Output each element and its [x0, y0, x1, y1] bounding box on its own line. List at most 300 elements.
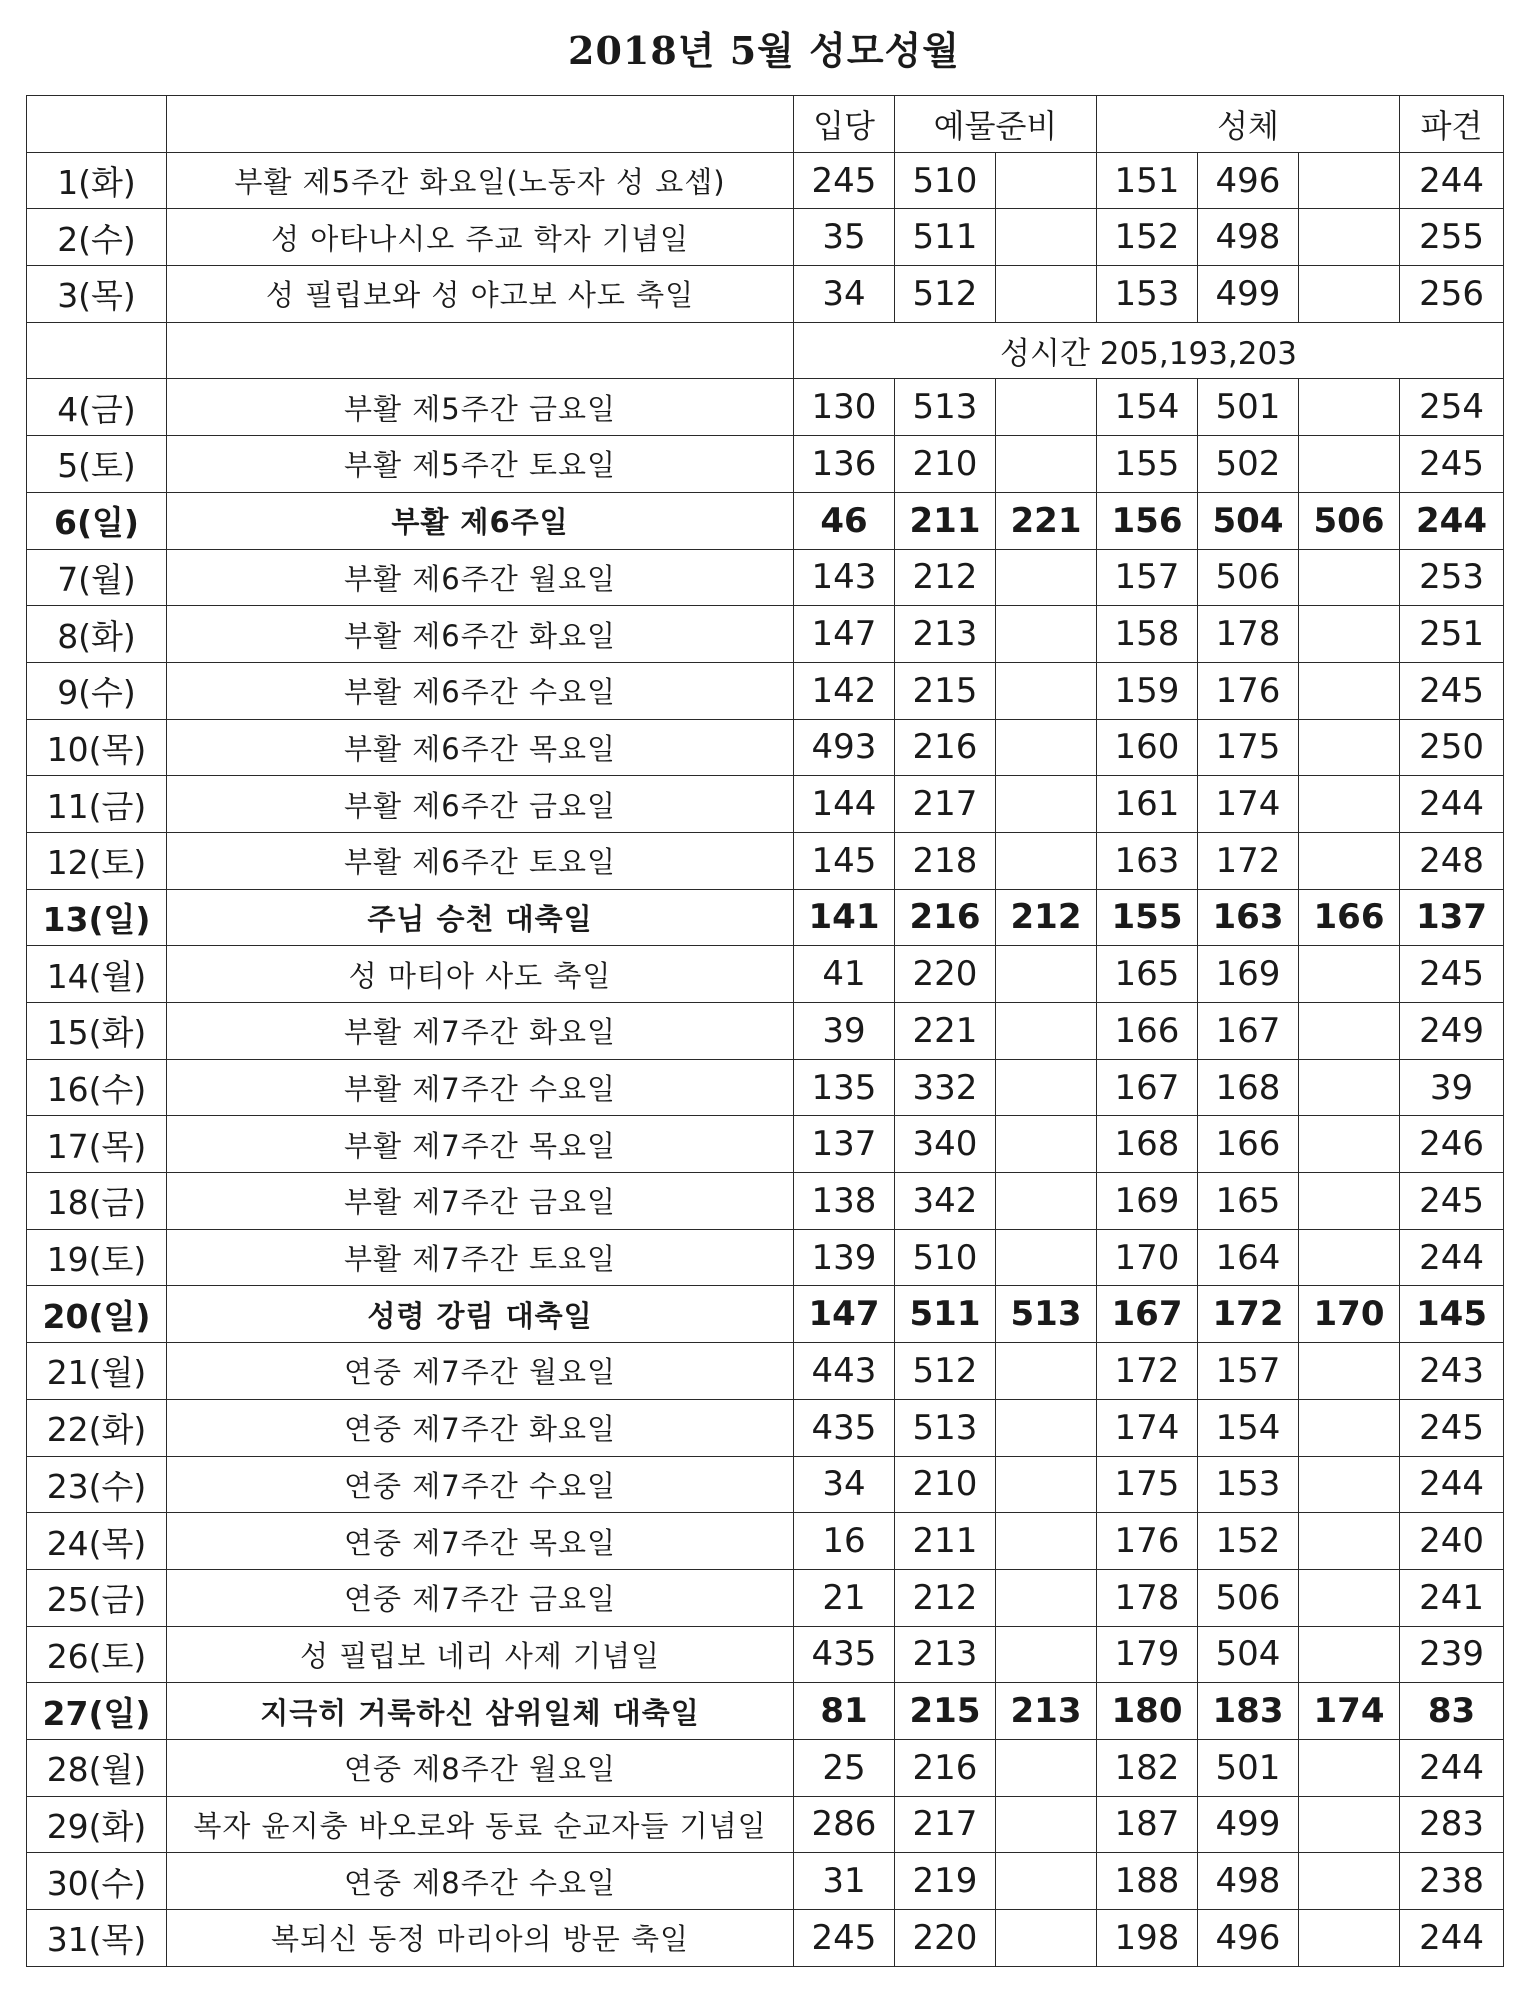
cell-yemul1: 216	[895, 1739, 996, 1796]
cell-yemul1: 513	[895, 379, 996, 436]
cell-ipdang: 138	[794, 1173, 895, 1230]
cell-ipdang: 245	[794, 1910, 895, 1967]
cell-seong3	[1299, 379, 1400, 436]
cell-pagyeon: 241	[1400, 1569, 1504, 1626]
cell-feast: 연중 제7주간 화요일	[167, 1399, 794, 1456]
table-row	[27, 379, 1504, 436]
cell-feast: 부활 제6주간 월요일	[167, 549, 794, 606]
cell-pagyeon: 244	[1400, 1910, 1504, 1967]
cell-day: 28(월)	[27, 1739, 167, 1796]
table-row	[27, 889, 1504, 946]
table-row	[27, 1456, 1504, 1513]
table-row	[27, 1796, 1504, 1853]
header-ipdang: 입당	[794, 96, 895, 153]
cell-yemul2	[996, 1003, 1097, 1060]
cell-pagyeon: 239	[1400, 1626, 1504, 1683]
cell-seong2: 498	[1198, 1853, 1299, 1910]
cell-yemul1: 213	[895, 606, 996, 663]
cell-seong3	[1299, 1853, 1400, 1910]
cell-yemul2	[996, 1513, 1097, 1570]
table-row	[27, 1399, 1504, 1456]
cell-yemul1: 216	[895, 719, 996, 776]
table-row	[27, 1910, 1504, 1967]
cell-yemul1: 511	[895, 209, 996, 266]
cell-seong1: 167	[1097, 1286, 1198, 1343]
cell-seong1: 179	[1097, 1626, 1198, 1683]
table-row	[27, 719, 1504, 776]
cell-seong3	[1299, 152, 1400, 209]
cell-day: 18(금)	[27, 1173, 167, 1230]
cell-day: 19(토)	[27, 1229, 167, 1286]
cell-seong2: 153	[1198, 1456, 1299, 1513]
cell-seong2: 169	[1198, 946, 1299, 1003]
cell-seong3	[1299, 1739, 1400, 1796]
table-row	[27, 1569, 1504, 1626]
cell-seong3	[1299, 1626, 1400, 1683]
cell-day: 31(목)	[27, 1910, 167, 1967]
cell-ipdang: 136	[794, 436, 895, 493]
cell-day: 20(일)	[27, 1286, 167, 1343]
cell-yemul1: 213	[895, 1626, 996, 1683]
header-day-cell	[27, 96, 167, 153]
cell-yemul1: 512	[895, 266, 996, 323]
cell-ipdang: 46	[794, 492, 895, 549]
cell-seong3	[1299, 1173, 1400, 1230]
cell-ipdang: 245	[794, 152, 895, 209]
cell-pagyeon: 243	[1400, 1343, 1504, 1400]
cell-seong2: 172	[1198, 832, 1299, 889]
page-title: 2018년 5월 성모성월	[568, 28, 960, 73]
cell-yemul1: 513	[895, 1399, 996, 1456]
cell-feast: 부활 제6주일	[167, 492, 794, 549]
cell-seong1: 155	[1097, 436, 1198, 493]
table-row	[27, 1853, 1504, 1910]
cell-seong1: 174	[1097, 1399, 1198, 1456]
table-row	[27, 1116, 1504, 1173]
cell-feast: 성 필립보와 성 야고보 사도 축일	[167, 266, 794, 323]
cell-seong1: 168	[1097, 1116, 1198, 1173]
header-feast-cell	[167, 96, 794, 153]
cell-seong3	[1299, 1796, 1400, 1853]
cell-feast: 부활 제6주간 토요일	[167, 832, 794, 889]
cell-yemul2	[996, 209, 1097, 266]
cell-pagyeon: 253	[1400, 549, 1504, 606]
cell-yemul1: 210	[895, 436, 996, 493]
cell-pagyeon: 255	[1400, 209, 1504, 266]
cell-seong1: 166	[1097, 1003, 1198, 1060]
table-row	[27, 1343, 1504, 1400]
cell-seong3	[1299, 1343, 1400, 1400]
cell-yemul2	[996, 1626, 1097, 1683]
cell-yemul2	[996, 1796, 1097, 1853]
cell-seong2: 501	[1198, 379, 1299, 436]
cell-seong3	[1299, 832, 1400, 889]
cell-pagyeon: 249	[1400, 1003, 1504, 1060]
cell-seong1: 198	[1097, 1910, 1198, 1967]
cell-pagyeon: 245	[1400, 436, 1504, 493]
cell-seong3	[1299, 1456, 1400, 1513]
cell-ipdang: 41	[794, 946, 895, 1003]
table-row	[27, 832, 1504, 889]
cell-yemul2	[996, 1399, 1097, 1456]
cell-pagyeon: 137	[1400, 889, 1504, 946]
table-row	[27, 436, 1504, 493]
cell-seong1: 155	[1097, 889, 1198, 946]
cell-yemul1: 212	[895, 549, 996, 606]
cell-seong3	[1299, 1059, 1400, 1116]
cell-feast: 부활 제7주간 토요일	[167, 1229, 794, 1286]
cell-yemul2	[996, 1173, 1097, 1230]
cell-seong1: 187	[1097, 1796, 1198, 1853]
cell-yemul1: 332	[895, 1059, 996, 1116]
cell-feast: 연중 제7주간 월요일	[167, 1343, 794, 1400]
cell-seong1: 172	[1097, 1343, 1198, 1400]
cell-seong1: 161	[1097, 776, 1198, 833]
cell-feast: 부활 제6주간 화요일	[167, 606, 794, 663]
cell-pagyeon: 251	[1400, 606, 1504, 663]
cell-ipdang: 493	[794, 719, 895, 776]
cell-seong1: 157	[1097, 549, 1198, 606]
cell-yemul2: 513	[996, 1286, 1097, 1343]
cell-ipdang: 137	[794, 1116, 895, 1173]
cell-pagyeon: 145	[1400, 1286, 1504, 1343]
cell-yemul1: 211	[895, 1513, 996, 1570]
table-row	[27, 1229, 1504, 1286]
cell-feast: 부활 제7주간 금요일	[167, 1173, 794, 1230]
cell-feast: 성 필립보 네리 사제 기념일	[167, 1626, 794, 1683]
cell-seong3	[1299, 1229, 1400, 1286]
cell-feast: 연중 제7주간 목요일	[167, 1513, 794, 1570]
cell-feast: 부활 제5주간 토요일	[167, 436, 794, 493]
cell-seong1: 176	[1097, 1513, 1198, 1570]
cell-feast: 부활 제7주간 화요일	[167, 1003, 794, 1060]
cell-yemul2	[996, 832, 1097, 889]
cell-yemul1: 218	[895, 832, 996, 889]
table-row	[27, 1173, 1504, 1230]
table-row	[27, 776, 1504, 833]
cell-pagyeon: 245	[1400, 946, 1504, 1003]
cell-day: 6(일)	[27, 492, 167, 549]
cell-seong2: 174	[1198, 776, 1299, 833]
cell-seong3	[1299, 1399, 1400, 1456]
cell-day: 5(토)	[27, 436, 167, 493]
table-row	[27, 946, 1504, 1003]
cell-ipdang: 286	[794, 1796, 895, 1853]
cell-seong2: 163	[1198, 889, 1299, 946]
cell-ipdang: 145	[794, 832, 895, 889]
header-yemul: 예물준비	[895, 96, 1097, 153]
cell-seong2: 506	[1198, 549, 1299, 606]
cell-seong3	[1299, 1569, 1400, 1626]
cell-feast: 복자 윤지충 바오로와 동료 순교자들 기념일	[167, 1796, 794, 1853]
cell-day: 29(화)	[27, 1796, 167, 1853]
cell-feast: 부활 제7주간 수요일	[167, 1059, 794, 1116]
cell-ipdang: 147	[794, 606, 895, 663]
table-row	[27, 1739, 1504, 1796]
cell-pagyeon: 244	[1400, 1739, 1504, 1796]
header-pagyeon: 파견	[1400, 96, 1504, 153]
cell-ipdang: 435	[794, 1399, 895, 1456]
cell-ipdang: 142	[794, 662, 895, 719]
cell-seong1: 188	[1097, 1853, 1198, 1910]
table-row	[27, 662, 1504, 719]
cell-seong1: 160	[1097, 719, 1198, 776]
schedule-table	[26, 95, 1504, 1967]
cell-yemul2	[996, 152, 1097, 209]
cell-day: 15(화)	[27, 1003, 167, 1060]
table-row	[27, 152, 1504, 209]
cell-seong3	[1299, 549, 1400, 606]
cell-feast: 부활 제7주간 목요일	[167, 1116, 794, 1173]
cell-seong2: 167	[1198, 1003, 1299, 1060]
table-row	[27, 209, 1504, 266]
table-row	[27, 1003, 1504, 1060]
table-row	[27, 1626, 1504, 1683]
cell-day: 13(일)	[27, 889, 167, 946]
table-row	[27, 606, 1504, 663]
cell-day: 24(목)	[27, 1513, 167, 1570]
cell-seong1: 167	[1097, 1059, 1198, 1116]
cell-day: 14(월)	[27, 946, 167, 1003]
cell-ipdang: 34	[794, 1456, 895, 1513]
cell-seong2: 183	[1198, 1683, 1299, 1740]
cell-ipdang: 144	[794, 776, 895, 833]
cell-pagyeon: 250	[1400, 719, 1504, 776]
cell-day: 23(수)	[27, 1456, 167, 1513]
cell-seong2: 504	[1198, 492, 1299, 549]
cell-ipdang: 435	[794, 1626, 895, 1683]
table-row	[27, 1513, 1504, 1570]
header-row	[27, 96, 1504, 153]
cell-day: 30(수)	[27, 1853, 167, 1910]
cell-pagyeon: 244	[1400, 776, 1504, 833]
cell-seong2: 502	[1198, 436, 1299, 493]
note-day-cell	[27, 322, 167, 379]
cell-ipdang: 35	[794, 209, 895, 266]
cell-ipdang: 39	[794, 1003, 895, 1060]
cell-seong3: 170	[1299, 1286, 1400, 1343]
cell-yemul1: 217	[895, 1796, 996, 1853]
cell-seong3	[1299, 606, 1400, 663]
cell-ipdang: 143	[794, 549, 895, 606]
cell-yemul2: 221	[996, 492, 1097, 549]
cell-pagyeon: 244	[1400, 1456, 1504, 1513]
cell-yemul1: 219	[895, 1853, 996, 1910]
cell-yemul2	[996, 1569, 1097, 1626]
cell-seong3	[1299, 1003, 1400, 1060]
cell-yemul1: 220	[895, 946, 996, 1003]
cell-feast: 성 아타나시오 주교 학자 기념일	[167, 209, 794, 266]
cell-feast: 연중 제7주간 수요일	[167, 1456, 794, 1513]
cell-feast: 부활 제6주간 수요일	[167, 662, 794, 719]
cell-day: 11(금)	[27, 776, 167, 833]
cell-ipdang: 141	[794, 889, 895, 946]
cell-feast: 부활 제6주간 금요일	[167, 776, 794, 833]
cell-day: 27(일)	[27, 1683, 167, 1740]
cell-pagyeon: 240	[1400, 1513, 1504, 1570]
cell-yemul2	[996, 379, 1097, 436]
cell-day: 7(월)	[27, 549, 167, 606]
cell-seong2: 496	[1198, 152, 1299, 209]
cell-feast: 성 마티아 사도 축일	[167, 946, 794, 1003]
cell-pagyeon: 254	[1400, 379, 1504, 436]
cell-yemul1: 511	[895, 1286, 996, 1343]
table-row	[27, 266, 1504, 323]
cell-yemul2: 213	[996, 1683, 1097, 1740]
cell-seong3	[1299, 662, 1400, 719]
cell-seong2: 166	[1198, 1116, 1299, 1173]
cell-feast: 연중 제8주간 수요일	[167, 1853, 794, 1910]
cell-seong2: 157	[1198, 1343, 1299, 1400]
cell-seong1: 165	[1097, 946, 1198, 1003]
cell-yemul1: 216	[895, 889, 996, 946]
cell-yemul1: 211	[895, 492, 996, 549]
cell-yemul2	[996, 1910, 1097, 1967]
cell-day: 4(금)	[27, 379, 167, 436]
cell-yemul1: 510	[895, 1229, 996, 1286]
cell-pagyeon: 248	[1400, 832, 1504, 889]
cell-ipdang: 147	[794, 1286, 895, 1343]
header-seongche: 성체	[1097, 96, 1400, 153]
cell-seong3	[1299, 436, 1400, 493]
cell-day: 12(토)	[27, 832, 167, 889]
cell-seong1: 152	[1097, 209, 1198, 266]
cell-seong2: 175	[1198, 719, 1299, 776]
cell-feast: 연중 제7주간 금요일	[167, 1569, 794, 1626]
cell-yemul2	[996, 1059, 1097, 1116]
cell-feast: 지극히 거룩하신 삼위일체 대축일	[167, 1683, 794, 1740]
cell-day: 22(화)	[27, 1399, 167, 1456]
cell-seong2: 165	[1198, 1173, 1299, 1230]
cell-seong1: 163	[1097, 832, 1198, 889]
cell-seong1: 159	[1097, 662, 1198, 719]
cell-day: 16(수)	[27, 1059, 167, 1116]
cell-seong2: 178	[1198, 606, 1299, 663]
cell-pagyeon: 246	[1400, 1116, 1504, 1173]
cell-seong1: 154	[1097, 379, 1198, 436]
cell-ipdang: 34	[794, 266, 895, 323]
cell-yemul2: 212	[996, 889, 1097, 946]
table-row	[27, 1059, 1504, 1116]
cell-pagyeon: 245	[1400, 1173, 1504, 1230]
cell-seong3: 166	[1299, 889, 1400, 946]
cell-seong2: 168	[1198, 1059, 1299, 1116]
cell-pagyeon: 283	[1400, 1796, 1504, 1853]
cell-yemul2	[996, 1229, 1097, 1286]
cell-yemul2	[996, 549, 1097, 606]
cell-yemul1: 512	[895, 1343, 996, 1400]
cell-ipdang: 139	[794, 1229, 895, 1286]
cell-feast: 부활 제5주간 금요일	[167, 379, 794, 436]
cell-ipdang: 130	[794, 379, 895, 436]
cell-seong2: 154	[1198, 1399, 1299, 1456]
cell-seong1: 175	[1097, 1456, 1198, 1513]
cell-seong1: 170	[1097, 1229, 1198, 1286]
cell-seong3: 506	[1299, 492, 1400, 549]
cell-pagyeon: 244	[1400, 1229, 1504, 1286]
cell-yemul1: 342	[895, 1173, 996, 1230]
cell-yemul2	[996, 606, 1097, 663]
cell-seong3	[1299, 776, 1400, 833]
cell-seong2: 172	[1198, 1286, 1299, 1343]
table-row	[27, 492, 1504, 549]
cell-seong1: 156	[1097, 492, 1198, 549]
cell-day: 8(화)	[27, 606, 167, 663]
cell-feast: 부활 제5주간 화요일(노동자 성 요셉)	[167, 152, 794, 209]
cell-seong3	[1299, 266, 1400, 323]
cell-seong3	[1299, 209, 1400, 266]
table-row	[27, 1683, 1504, 1740]
cell-seong1: 178	[1097, 1569, 1198, 1626]
cell-day: 10(목)	[27, 719, 167, 776]
cell-day: 17(목)	[27, 1116, 167, 1173]
cell-yemul2	[996, 1853, 1097, 1910]
cell-seong2: 501	[1198, 1739, 1299, 1796]
cell-seong2: 499	[1198, 266, 1299, 323]
cell-pagyeon: 238	[1400, 1853, 1504, 1910]
cell-seong1: 180	[1097, 1683, 1198, 1740]
cell-yemul2	[996, 436, 1097, 493]
cell-day: 1(화)	[27, 152, 167, 209]
cell-pagyeon: 244	[1400, 492, 1504, 549]
cell-yemul1: 220	[895, 1910, 996, 1967]
cell-seong2: 506	[1198, 1569, 1299, 1626]
cell-pagyeon: 245	[1400, 1399, 1504, 1456]
cell-yemul2	[996, 266, 1097, 323]
cell-seong1: 169	[1097, 1173, 1198, 1230]
cell-pagyeon: 245	[1400, 662, 1504, 719]
cell-yemul2	[996, 1739, 1097, 1796]
cell-day: 9(수)	[27, 662, 167, 719]
cell-seong2: 164	[1198, 1229, 1299, 1286]
cell-yemul2	[996, 1116, 1097, 1173]
table-row	[27, 549, 1504, 606]
cell-day: 26(토)	[27, 1626, 167, 1683]
cell-yemul2	[996, 1456, 1097, 1513]
cell-yemul2	[996, 719, 1097, 776]
cell-feast: 복되신 동정 마리아의 방문 축일	[167, 1910, 794, 1967]
cell-day: 3(목)	[27, 266, 167, 323]
cell-seong3	[1299, 946, 1400, 1003]
cell-seong3	[1299, 719, 1400, 776]
cell-seong1: 153	[1097, 266, 1198, 323]
cell-yemul1: 340	[895, 1116, 996, 1173]
cell-yemul1: 217	[895, 776, 996, 833]
cell-seong3: 174	[1299, 1683, 1400, 1740]
cell-pagyeon: 39	[1400, 1059, 1504, 1116]
cell-yemul1: 510	[895, 152, 996, 209]
cell-ipdang: 135	[794, 1059, 895, 1116]
cell-yemul1: 215	[895, 662, 996, 719]
table-row	[27, 1286, 1504, 1343]
note-feast-cell	[167, 322, 794, 379]
cell-seong2: 504	[1198, 1626, 1299, 1683]
cell-seong3	[1299, 1910, 1400, 1967]
cell-ipdang: 31	[794, 1853, 895, 1910]
cell-day: 25(금)	[27, 1569, 167, 1626]
cell-ipdang: 81	[794, 1683, 895, 1740]
cell-yemul2	[996, 946, 1097, 1003]
cell-seong3	[1299, 1513, 1400, 1570]
cell-ipdang: 25	[794, 1739, 895, 1796]
cell-pagyeon: 244	[1400, 152, 1504, 209]
cell-yemul1: 210	[895, 1456, 996, 1513]
cell-seong1: 158	[1097, 606, 1198, 663]
cell-feast: 부활 제6주간 목요일	[167, 719, 794, 776]
cell-seong2: 498	[1198, 209, 1299, 266]
cell-yemul1: 212	[895, 1569, 996, 1626]
cell-seong2: 176	[1198, 662, 1299, 719]
